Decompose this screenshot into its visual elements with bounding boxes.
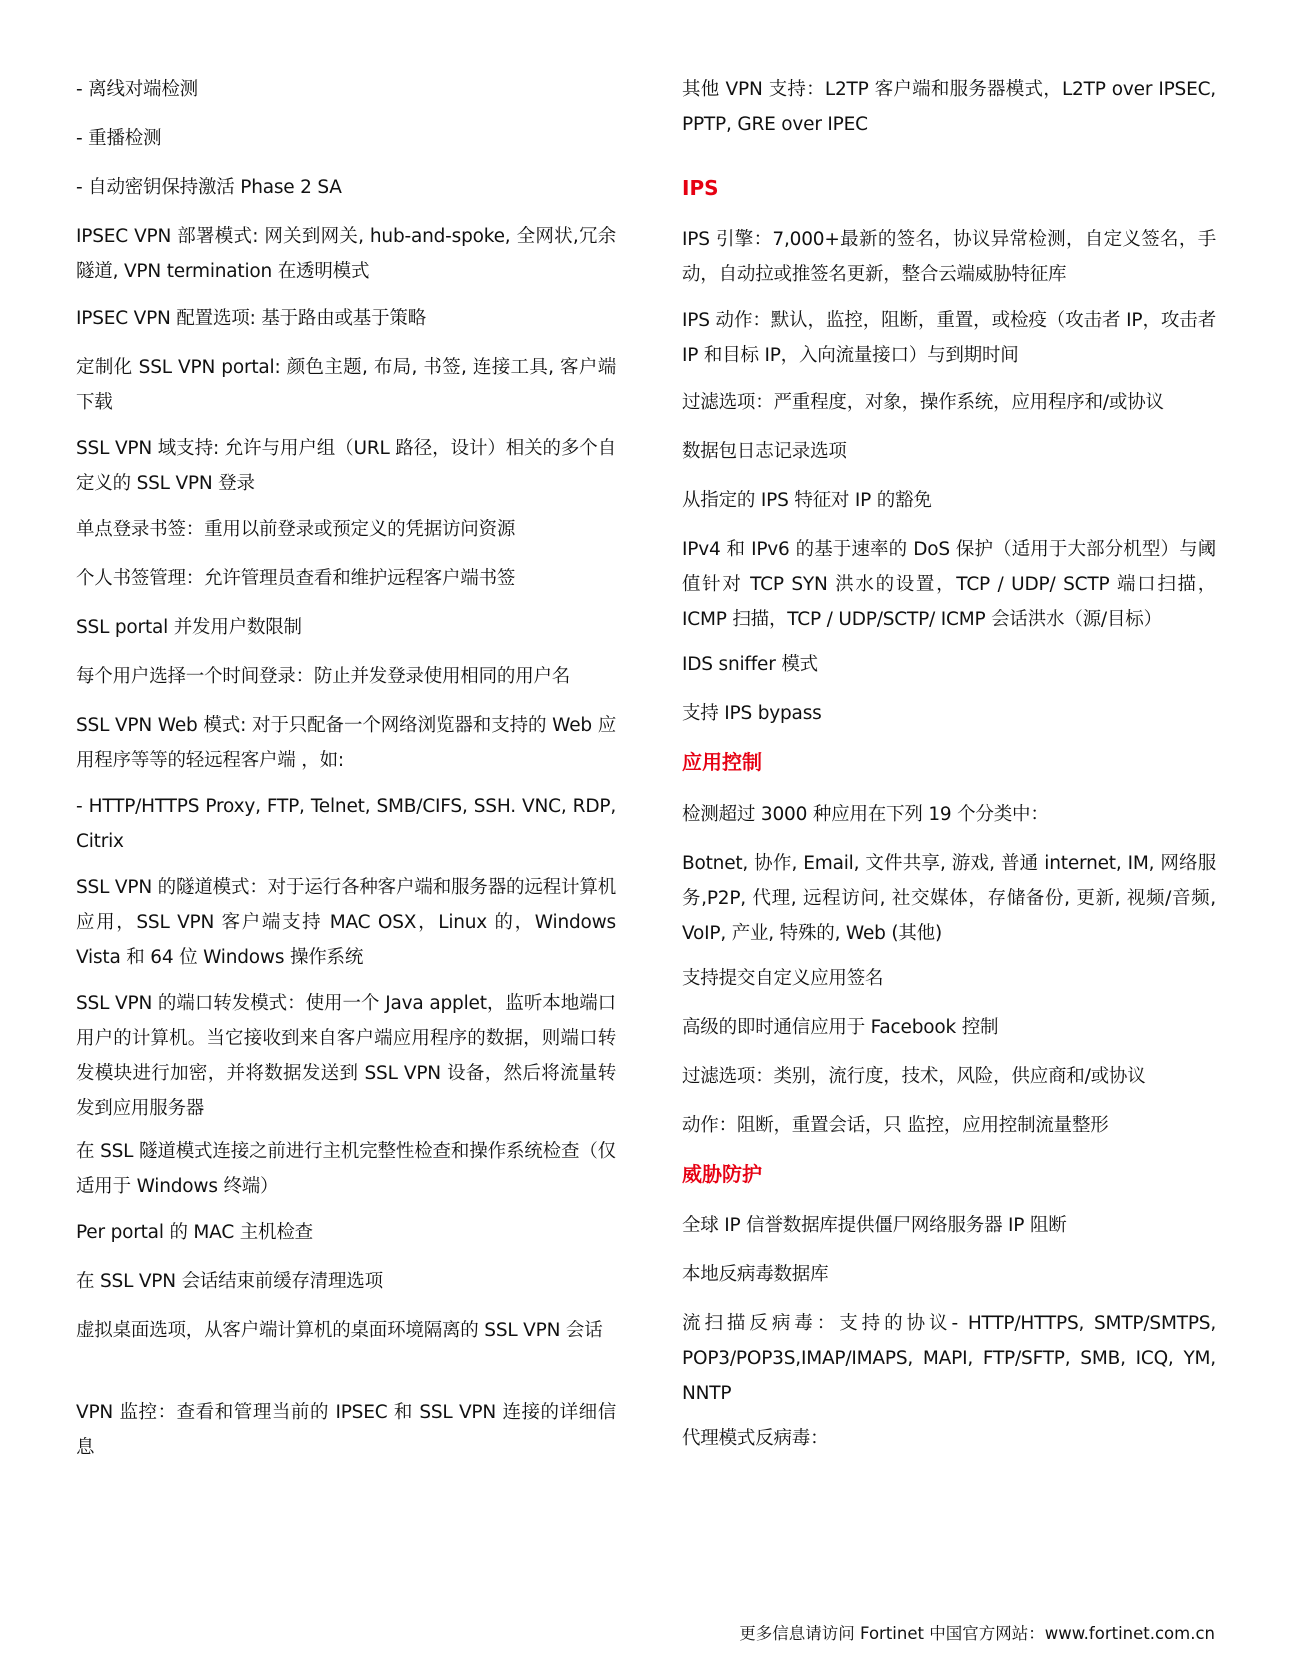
paragraph: - 自动密钥保持激活 Phase 2 SA <box>76 177 342 198</box>
paragraph: - 离线对端检测 <box>76 79 198 100</box>
paragraph: IPS 动作：默认，监控，阻断，重置，或检疫（攻击者 IP，攻击者 IP 和目标 IP，入向流量接口）与到期时间 <box>682 310 1216 366</box>
paragraph: 个人书签管理：允许管理员查看和维护远程客户端书签 <box>76 568 516 589</box>
paragraph: 支持提交自定义应用签名 <box>682 968 884 989</box>
paragraph: 虚拟桌面选项，从客户端计算机的桌面环境隔离的 SSL VPN 会话 <box>76 1320 603 1341</box>
paragraph: 数据包日志记录选项 <box>682 441 847 462</box>
paragraph: 从指定的 IPS 特征对 IP 的豁免 <box>682 490 932 511</box>
paragraph: 过滤选项：类别，流行度，技术，风险，供应商和/或协议 <box>682 1066 1146 1087</box>
paragraph: 流扫描反病毒：支持的协议- HTTP/HTTPS, SMTP/SMTPS, POP3/POP3S,IMAP/IMAPS, MAPI, FTP/SFTP, SMB, ICQ, YM, NNTP <box>682 1313 1216 1404</box>
section-heading-app-control: 应用控制 <box>682 750 762 774</box>
section-heading-ips: IPS <box>682 176 719 200</box>
paragraph: IDS sniffer 模式 <box>682 654 818 675</box>
paragraph: 在 SSL VPN 会话结束前缓存清理选项 <box>76 1271 383 1292</box>
paragraph: 单点登录书签：重用以前登录或预定义的凭据访问资源 <box>76 519 516 540</box>
paragraph: 本地反病毒数据库 <box>682 1264 829 1285</box>
paragraph: 全球 IP 信誉数据库提供僵尸网络服务器 IP 阻断 <box>682 1215 1067 1236</box>
paragraph: IPSEC VPN 配置选项: 基于路由或基于策略 <box>76 308 426 329</box>
paragraph: SSL VPN 的端口转发模式：使用一个 Java applet，监听本地端口用户的计算机。当它接收到来自客户端应用程序的数据，则端口转发模块进行加密，并将数据发送到 SSL VPN 设备，然后将流量转发到应用服务器 <box>76 993 616 1119</box>
paragraph: IPS 引擎：7,000+最新的签名，协议异常检测，自定义签名，手动，自动拉或推签名更新，整合云端威胁特征库 <box>682 229 1216 285</box>
paragraph: 动作：阻断，重置会话，只 监控，应用控制流量整形 <box>682 1115 1109 1136</box>
page-footer: 更多信息请访问 Fortinet 中国官方网站：www.fortinet.com.cn <box>739 1624 1215 1643</box>
paragraph: - HTTP/HTTPS Proxy, FTP, Telnet, SMB/CIFS, SSH. VNC, RDP, Citrix <box>76 796 616 852</box>
paragraph: Botnet, 协作, Email, 文件共享, 游戏, 普通 internet, IM, 网络服务,P2P, 代理, 远程访问, 社交媒体，存储备份, 更新, 视频/音频, VoIP, 产业, 特殊的, Web (其他) <box>682 853 1216 944</box>
paragraph: 代理模式反病毒： <box>682 1428 829 1449</box>
paragraph: SSL portal 并发用户数限制 <box>76 617 302 638</box>
paragraph: - 重播检测 <box>76 128 162 149</box>
paragraph: 定制化 SSL VPN portal: 颜色主题, 布局, 书签, 连接工具, 客户端下载 <box>76 357 616 413</box>
paragraph: SSL VPN 的隧道模式：对于运行各种客户端和服务器的远程计算机应用，SSL VPN 客户端支持 MAC OSX，Linux 的，Windows Vista 和 64 位 Windows 操作系统 <box>76 877 616 968</box>
paragraph: 在 SSL 隧道模式连接之前进行主机完整性检查和操作系统检查（仅适用于 Windows 终端） <box>76 1141 616 1197</box>
paragraph: 支持 IPS bypass <box>682 703 822 724</box>
paragraph: 每个用户选择一个时间登录：防止并发登录使用相同的用户名 <box>76 666 571 687</box>
paragraph: 过滤选项：严重程度，对象，操作系统，应用程序和/或协议 <box>682 392 1164 413</box>
paragraph: SSL VPN Web 模式: 对于只配备一个网络浏览器和支持的 Web 应用程序等等的轻远程客户端 ，如: <box>76 715 616 771</box>
paragraph: SSL VPN 域支持: 允许与用户组（URL 路径，设计）相关的多个自定义的 SSL VPN 登录 <box>76 438 616 494</box>
paragraph: 其他 VPN 支持：L2TP 客户端和服务器模式，L2TP over IPSEC, PPTP, GRE over IPEC <box>682 79 1216 135</box>
paragraph: 高级的即时通信应用于 Facebook 控制 <box>682 1017 999 1038</box>
paragraph: VPN 监控：查看和管理当前的 IPSEC 和 SSL VPN 连接的详细信息 <box>76 1402 616 1458</box>
section-heading-threat-protection: 威胁防护 <box>682 1162 762 1186</box>
paragraph: IPSEC VPN 部署模式: 网关到网关, hub-and-spoke, 全网状,冗余隧道, VPN termination 在透明模式 <box>76 226 616 282</box>
paragraph: Per portal 的 MAC 主机检查 <box>76 1222 313 1243</box>
paragraph: IPv4 和 IPv6 的基于速率的 DoS 保护（适用于大部分机型）与阈值针对 TCP SYN 洪水的设置，TCP / UDP/ SCTP 端口扫描，ICMP 扫描，TCP / UDP/SCTP/ ICMP 会话洪水（源/目标） <box>682 539 1216 630</box>
paragraph: 检测超过 3000 种应用在下列 19 个分类中： <box>682 804 1049 825</box>
